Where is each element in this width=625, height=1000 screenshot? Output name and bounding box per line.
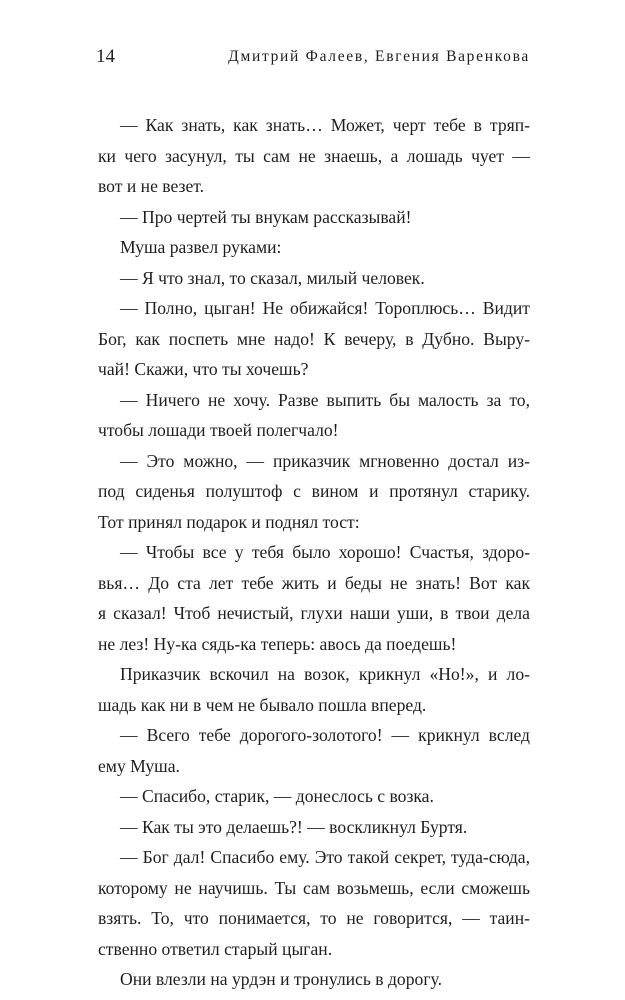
text-line: — Как ты это делаешь?! — воскликнул Буртя.: [120, 816, 468, 837]
text-line: ственно ответил старый цыган.: [98, 938, 333, 959]
text-line: Тот принял подарок и поднял тост:: [98, 511, 360, 532]
text-line: — Про чертей ты внукам рассказывай!: [120, 206, 412, 227]
text-line: чай! Скажи, что ты хочешь?: [98, 359, 309, 379]
text-line: вья… До ста лет тебе жить и беды не знать! Вот как: [98, 572, 530, 593]
text-line: Они влезли на урдэн и тронулись в дорогу.: [120, 969, 442, 989]
text-line: Приказчик вскочил на возок, крикнул «Но!», и ло-: [120, 664, 530, 684]
text-line: — Полно, цыган! Не обижайся! Тороплюсь… Видит: [120, 298, 530, 318]
text-line: Муша развел руками:: [120, 237, 282, 257]
text-line: ему Муша.: [98, 755, 180, 776]
text-line: — Ничего не хочу. Разве выпить бы малость за то,: [120, 389, 530, 410]
text-line: — Спасибо, старик, — донеслось с возка.: [120, 786, 434, 806]
text-line: не лез! Ну-ка сядь-ка теперь: авось да поедешь!: [98, 633, 457, 654]
text-line: — Бог дал! Спасибо ему. Это такой секрет, туда-сюда,: [120, 847, 530, 867]
text-line: — Это можно, — приказчик мгновенно достал из-: [120, 450, 530, 471]
text-line: ки чего засунул, ты сам не знаешь, а лошадь чует —: [98, 145, 530, 166]
page-header: [96, 44, 530, 70]
text-line: — Я что знал, то сказал, милый человек.: [120, 267, 425, 288]
running-title: Дмитрий Фалеев, Евгения Варенкова: [228, 48, 530, 65]
body-text: [98, 110, 530, 995]
text-line: чтобы лошади твоей полегчало!: [98, 420, 339, 440]
text-line: взять. То, что понимается, то не говорится, — таин-: [98, 908, 530, 928]
text-line: я сказал! Чтоб нечистый, глухи наши уши, в твои дела: [98, 603, 530, 623]
text-line: — Как знать, как знать… Может, черт тебе в тряп-: [120, 115, 530, 135]
text-line: — Чтобы все у тебя было хорошо! Счастья, здоро-: [120, 542, 530, 562]
text-line: под сиденья полуштоф с вином и протянул старику.: [98, 481, 530, 501]
text-line: вот и не везет.: [98, 176, 205, 196]
page-number: 14: [96, 46, 115, 67]
text-line: — Всего тебе дорогого-золотого! — крикнул вслед: [120, 725, 530, 745]
text-line: Бог, как поспеть мне надо! К вечеру, в Дубно. Выру-: [98, 328, 530, 349]
text-line: которому не научишь. Ты сам возьмешь, если сможешь: [98, 877, 530, 898]
text-line: шадь как ни в чем не бывало пошла вперед.: [98, 694, 427, 715]
